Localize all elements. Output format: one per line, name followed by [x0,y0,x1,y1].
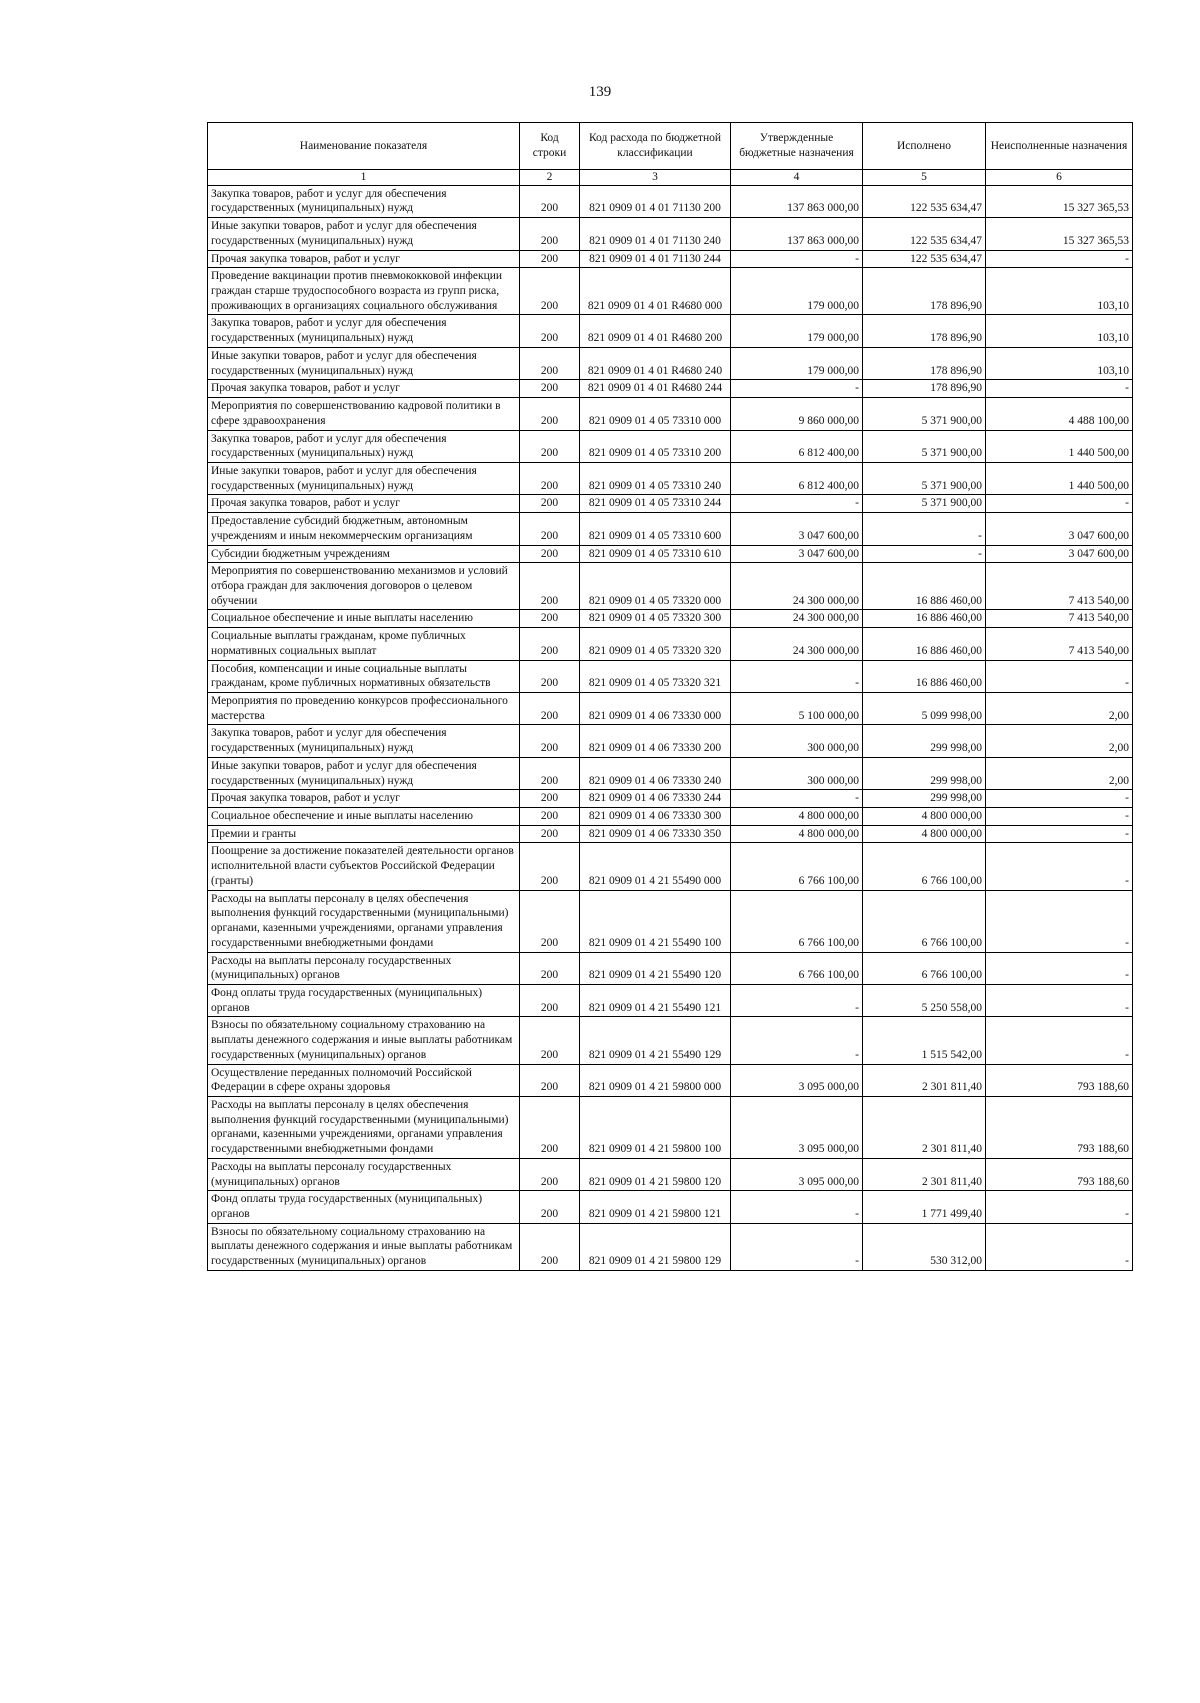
indicator-name-cell: Иные закупки товаров, работ и услуг для обеспечения государственных (муниципальных) нужд [208,462,520,494]
budget-code-cell: 821 0909 01 4 05 73320 320 [580,628,731,660]
unexecuted-amount-cell: 2,00 [986,693,1133,725]
unexecuted-amount-cell: 1 440 500,00 [986,462,1133,494]
indicator-name-cell: Прочая закупка товаров, работ и услуг [208,380,520,398]
line-code-cell: 200 [520,398,580,430]
approved-amount-cell: 24 300 000,00 [731,628,863,660]
budget-code-cell: 821 0909 01 4 21 55490 129 [580,1017,731,1064]
unexecuted-amount-cell: 1 440 500,00 [986,430,1133,462]
budget-code-cell: 821 0909 01 4 01 R4680 240 [580,347,731,379]
unexecuted-amount-cell: 103,10 [986,315,1133,347]
table-row [208,1096,1133,1158]
unexecuted-amount-cell: 7 413 540,00 [986,563,1133,610]
table-row [208,790,1133,808]
executed-amount-cell: 5 371 900,00 [863,462,986,494]
table-row [208,693,1133,725]
indicator-name-cell: Закупка товаров, работ и услуг для обеспечения государственных (муниципальных) нужд [208,430,520,462]
unexecuted-amount-cell: - [986,1191,1133,1223]
approved-amount-cell: 6 812 400,00 [731,430,863,462]
column-numbers-row [208,170,1133,186]
unexecuted-amount-cell: - [986,843,1133,890]
budget-code-cell: 821 0909 01 4 06 73330 000 [580,693,731,725]
unexecuted-amount-cell: 7 413 540,00 [986,610,1133,628]
approved-amount-cell: - [731,1191,863,1223]
approved-amount-cell: 6 812 400,00 [731,462,863,494]
indicator-name-cell: Иные закупки товаров, работ и услуг для обеспечения государственных (муниципальных) нужд [208,757,520,789]
approved-amount-cell: 3 047 600,00 [731,513,863,545]
budget-code-cell: 821 0909 01 4 21 55490 100 [580,890,731,952]
unexecuted-amount-cell: - [986,952,1133,984]
executed-amount-cell: 5 371 900,00 [863,495,986,513]
unexecuted-amount-cell: - [986,984,1133,1016]
approved-amount-cell: 6 766 100,00 [731,890,863,952]
executed-amount-cell: 1 515 542,00 [863,1017,986,1064]
line-code-cell: 200 [520,1017,580,1064]
table-row [208,185,1133,217]
table-row [208,545,1133,563]
executed-amount-cell: 5 099 998,00 [863,693,986,725]
budget-code-cell: 821 0909 01 4 01 R4680 200 [580,315,731,347]
approved-amount-cell: - [731,1017,863,1064]
unexecuted-amount-cell: - [986,1017,1133,1064]
approved-amount-cell: 300 000,00 [731,725,863,757]
table-row [208,890,1133,952]
approved-amount-cell: 137 863 000,00 [731,218,863,250]
table-row [208,1191,1133,1223]
approved-amount-cell: 137 863 000,00 [731,185,863,217]
indicator-name-cell: Расходы на выплаты персоналу государственных (муниципальных) органов [208,952,520,984]
line-code-cell: 200 [520,660,580,692]
executed-amount-cell: 6 766 100,00 [863,952,986,984]
line-code-cell: 200 [520,315,580,347]
budget-code-cell: 821 0909 01 4 21 59800 100 [580,1096,731,1158]
line-code-cell: 200 [520,1191,580,1223]
indicator-name-cell: Взносы по обязательному социальному страхованию на выплаты денежного содержания и иные выплаты работникам государственных (муниципальных) органов [208,1017,520,1064]
unexecuted-amount-cell: - [986,890,1133,952]
budget-code-cell: 821 0909 01 4 05 73320 300 [580,610,731,628]
table-body [208,185,1133,1270]
header-row [208,123,1133,170]
line-code-cell: 200 [520,790,580,808]
unexecuted-amount-cell: 103,10 [986,268,1133,315]
approved-amount-cell: 24 300 000,00 [731,563,863,610]
executed-amount-cell: 178 896,90 [863,315,986,347]
unexecuted-amount-cell: - [986,1223,1133,1270]
table-row [208,808,1133,826]
approved-amount-cell: - [731,1223,863,1270]
executed-amount-cell: 530 312,00 [863,1223,986,1270]
line-code-cell: 200 [520,610,580,628]
indicator-name-cell: Мероприятия по совершенствованию кадровой политики в сфере здравоохранения [208,398,520,430]
budget-code-cell: 821 0909 01 4 06 73330 240 [580,757,731,789]
line-code-cell: 200 [520,843,580,890]
line-code-cell: 200 [520,725,580,757]
executed-amount-cell: 4 800 000,00 [863,825,986,843]
table-row [208,347,1133,379]
unexecuted-amount-cell: 7 413 540,00 [986,628,1133,660]
executed-amount-cell: - [863,545,986,563]
indicator-name-cell: Расходы на выплаты персоналу в целях обеспечения выполнения функций государственными (муниципальными) органами, казенными учреждениями, органами управления государственными внебюджетными фондами [208,890,520,952]
budget-code-cell: 821 0909 01 4 05 73320 000 [580,563,731,610]
approved-amount-cell: - [731,660,863,692]
indicator-name-cell: Предоставление субсидий бюджетным, автономным учреждениям и иным некоммерческим организациям [208,513,520,545]
line-code-cell: 200 [520,693,580,725]
table-row [208,250,1133,268]
line-code-cell: 200 [520,1158,580,1190]
column-number: 4 [731,170,863,186]
executed-amount-cell: 6 766 100,00 [863,890,986,952]
indicator-name-cell: Расходы на выплаты персоналу государственных (муниципальных) органов [208,1158,520,1190]
line-code-cell: 200 [520,250,580,268]
executed-amount-cell: 1 771 499,40 [863,1191,986,1223]
line-code-cell: 200 [520,1223,580,1270]
line-code-cell: 200 [520,1064,580,1096]
unexecuted-amount-cell: 3 047 600,00 [986,545,1133,563]
header-executed: Исполнено [863,123,986,170]
budget-code-cell: 821 0909 01 4 06 73330 350 [580,825,731,843]
table-row [208,380,1133,398]
table-row [208,984,1133,1016]
indicator-name-cell: Прочая закупка товаров, работ и услуг [208,495,520,513]
budget-code-cell: 821 0909 01 4 21 59800 120 [580,1158,731,1190]
unexecuted-amount-cell: 15 327 365,53 [986,218,1133,250]
table-row [208,218,1133,250]
approved-amount-cell: 4 800 000,00 [731,825,863,843]
executed-amount-cell: 2 301 811,40 [863,1064,986,1096]
executed-amount-cell: 5 371 900,00 [863,398,986,430]
approved-amount-cell: - [731,250,863,268]
line-code-cell: 200 [520,268,580,315]
approved-amount-cell: - [731,984,863,1016]
table-row [208,430,1133,462]
approved-amount-cell: - [731,495,863,513]
line-code-cell: 200 [520,952,580,984]
budget-code-cell: 821 0909 01 4 01 R4680 000 [580,268,731,315]
approved-amount-cell: 24 300 000,00 [731,610,863,628]
unexecuted-amount-cell: 3 047 600,00 [986,513,1133,545]
executed-amount-cell: 178 896,90 [863,268,986,315]
executed-amount-cell: 299 998,00 [863,790,986,808]
unexecuted-amount-cell: - [986,808,1133,826]
table-row [208,725,1133,757]
line-code-cell: 200 [520,462,580,494]
budget-code-cell: 821 0909 01 4 21 59800 121 [580,1191,731,1223]
approved-amount-cell: 179 000,00 [731,268,863,315]
table-row [208,825,1133,843]
line-code-cell: 200 [520,808,580,826]
indicator-name-cell: Осуществление переданных полномочий Российской Федерации в сфере охраны здоровья [208,1064,520,1096]
budget-code-cell: 821 0909 01 4 21 59800 000 [580,1064,731,1096]
table-row [208,1017,1133,1064]
budget-code-cell: 821 0909 01 4 21 55490 000 [580,843,731,890]
executed-amount-cell: 299 998,00 [863,757,986,789]
line-code-cell: 200 [520,984,580,1016]
indicator-name-cell: Иные закупки товаров, работ и услуг для обеспечения государственных (муниципальных) нужд [208,347,520,379]
indicator-name-cell: Социальное обеспечение и иные выплаты населению [208,610,520,628]
header-approved: Утвержденные бюджетные назначения [731,123,863,170]
indicator-name-cell: Мероприятия по проведению конкурсов профессионального мастерства [208,693,520,725]
table-row [208,1223,1133,1270]
table-row [208,757,1133,789]
indicator-name-cell: Социальные выплаты гражданам, кроме публичных нормативных социальных выплат [208,628,520,660]
executed-amount-cell: 178 896,90 [863,347,986,379]
budget-code-cell: 821 0909 01 4 05 73310 600 [580,513,731,545]
table-row [208,462,1133,494]
unexecuted-amount-cell: 793 188,60 [986,1064,1133,1096]
executed-amount-cell: 16 886 460,00 [863,610,986,628]
unexecuted-amount-cell: - [986,380,1133,398]
indicator-name-cell: Взносы по обязательному социальному страхованию на выплаты денежного содержания и иные выплаты работникам государственных (муниципальных) органов [208,1223,520,1270]
indicator-name-cell: Субсидии бюджетным учреждениям [208,545,520,563]
indicator-name-cell: Фонд оплаты труда государственных (муниципальных) органов [208,1191,520,1223]
indicator-name-cell: Закупка товаров, работ и услуг для обеспечения государственных (муниципальных) нужд [208,315,520,347]
table-row [208,628,1133,660]
indicator-name-cell: Иные закупки товаров, работ и услуг для обеспечения государственных (муниципальных) нужд [208,218,520,250]
line-code-cell: 200 [520,563,580,610]
table-row [208,315,1133,347]
executed-amount-cell: 2 301 811,40 [863,1096,986,1158]
budget-code-cell: 821 0909 01 4 05 73310 244 [580,495,731,513]
budget-code-cell: 821 0909 01 4 01 R4680 244 [580,380,731,398]
column-number: 1 [208,170,520,186]
table-row [208,1158,1133,1190]
approved-amount-cell: 6 766 100,00 [731,952,863,984]
executed-amount-cell: 16 886 460,00 [863,628,986,660]
table-row [208,398,1133,430]
line-code-cell: 200 [520,185,580,217]
indicator-name-cell: Социальное обеспечение и иные выплаты населению [208,808,520,826]
approved-amount-cell: 5 100 000,00 [731,693,863,725]
indicator-name-cell: Закупка товаров, работ и услуг для обеспечения государственных (муниципальных) нужд [208,185,520,217]
budget-code-cell: 821 0909 01 4 06 73330 300 [580,808,731,826]
executed-amount-cell: 178 896,90 [863,380,986,398]
header-budget-code: Код расхода по бюджетной классификации [580,123,731,170]
budget-code-cell: 821 0909 01 4 21 55490 121 [580,984,731,1016]
budget-code-cell: 821 0909 01 4 01 71130 200 [580,185,731,217]
approved-amount-cell: 3 095 000,00 [731,1064,863,1096]
line-code-cell: 200 [520,545,580,563]
table-row [208,843,1133,890]
unexecuted-amount-cell: 103,10 [986,347,1133,379]
unexecuted-amount-cell: - [986,660,1133,692]
executed-amount-cell: 5 371 900,00 [863,430,986,462]
indicator-name-cell: Фонд оплаты труда государственных (муниципальных) органов [208,984,520,1016]
indicator-name-cell: Премии и гранты [208,825,520,843]
line-code-cell: 200 [520,513,580,545]
budget-code-cell: 821 0909 01 4 05 73310 240 [580,462,731,494]
unexecuted-amount-cell: 15 327 365,53 [986,185,1133,217]
budget-code-cell: 821 0909 01 4 06 73330 244 [580,790,731,808]
indicator-name-cell: Расходы на выплаты персоналу в целях обеспечения выполнения функций государственными (муниципальными) органами, казенными учреждениями, органами управления государственными внебюджетными фондами [208,1096,520,1158]
approved-amount-cell: 4 800 000,00 [731,808,863,826]
column-number: 3 [580,170,731,186]
budget-code-cell: 821 0909 01 4 21 59800 129 [580,1223,731,1270]
line-code-cell: 200 [520,430,580,462]
line-code-cell: 200 [520,757,580,789]
budget-code-cell: 821 0909 01 4 05 73320 321 [580,660,731,692]
budget-code-cell: 821 0909 01 4 06 73330 200 [580,725,731,757]
line-code-cell: 200 [520,1096,580,1158]
unexecuted-amount-cell: - [986,825,1133,843]
unexecuted-amount-cell: 2,00 [986,725,1133,757]
approved-amount-cell: 3 095 000,00 [731,1096,863,1158]
indicator-name-cell: Поощрение за достижение показателей деятельности органов исполнительной власти субъектов Российской Федерации (гранты) [208,843,520,890]
header-line-code: Код строки [520,123,580,170]
unexecuted-amount-cell: 4 488 100,00 [986,398,1133,430]
budget-execution-table [207,122,1133,1271]
table-row [208,495,1133,513]
indicator-name-cell: Пособия, компенсации и иные социальные выплаты гражданам, кроме публичных нормативных обязательств [208,660,520,692]
budget-code-cell: 821 0909 01 4 01 71130 244 [580,250,731,268]
line-code-cell: 200 [520,380,580,398]
executed-amount-cell: - [863,513,986,545]
executed-amount-cell: 16 886 460,00 [863,660,986,692]
table-row [208,268,1133,315]
line-code-cell: 200 [520,218,580,250]
indicator-name-cell: Мероприятия по совершенствованию механизмов и условий отбора граждан для заключения договоров о целевом обучении [208,563,520,610]
executed-amount-cell: 122 535 634,47 [863,185,986,217]
executed-amount-cell: 6 766 100,00 [863,843,986,890]
executed-amount-cell: 5 250 558,00 [863,984,986,1016]
executed-amount-cell: 2 301 811,40 [863,1158,986,1190]
line-code-cell: 200 [520,825,580,843]
page-number: 139 [588,84,612,100]
column-number: 5 [863,170,986,186]
executed-amount-cell: 122 535 634,47 [863,218,986,250]
unexecuted-amount-cell: 793 188,60 [986,1096,1133,1158]
approved-amount-cell: 3 047 600,00 [731,545,863,563]
line-code-cell: 200 [520,628,580,660]
line-code-cell: 200 [520,347,580,379]
table-row [208,952,1133,984]
line-code-cell: 200 [520,495,580,513]
indicator-name-cell: Проведение вакцинации против пневмококковой инфекции граждан старше трудоспособного возраста из групп риска, проживающих в организациях социального обслуживания [208,268,520,315]
table-row [208,1064,1133,1096]
approved-amount-cell: 6 766 100,00 [731,843,863,890]
budget-code-cell: 821 0909 01 4 05 73310 200 [580,430,731,462]
approved-amount-cell: 300 000,00 [731,757,863,789]
executed-amount-cell: 4 800 000,00 [863,808,986,826]
executed-amount-cell: 299 998,00 [863,725,986,757]
indicator-name-cell: Прочая закупка товаров, работ и услуг [208,790,520,808]
budget-code-cell: 821 0909 01 4 05 73310 000 [580,398,731,430]
unexecuted-amount-cell: - [986,790,1133,808]
table-row [208,610,1133,628]
unexecuted-amount-cell: - [986,250,1133,268]
approved-amount-cell: - [731,790,863,808]
column-number: 2 [520,170,580,186]
executed-amount-cell: 16 886 460,00 [863,563,986,610]
table-row [208,660,1133,692]
header-unexecuted: Неисполненные назначения [986,123,1133,170]
budget-code-cell: 821 0909 01 4 05 73310 610 [580,545,731,563]
column-number: 6 [986,170,1133,186]
approved-amount-cell: 3 095 000,00 [731,1158,863,1190]
approved-amount-cell: 179 000,00 [731,347,863,379]
approved-amount-cell: 9 860 000,00 [731,398,863,430]
approved-amount-cell: - [731,380,863,398]
approved-amount-cell: 179 000,00 [731,315,863,347]
indicator-name-cell: Прочая закупка товаров, работ и услуг [208,250,520,268]
unexecuted-amount-cell: 2,00 [986,757,1133,789]
table-row [208,563,1133,610]
header-name: Наименование показателя [208,123,520,170]
budget-code-cell: 821 0909 01 4 01 71130 240 [580,218,731,250]
budget-code-cell: 821 0909 01 4 21 55490 120 [580,952,731,984]
executed-amount-cell: 122 535 634,47 [863,250,986,268]
indicator-name-cell: Закупка товаров, работ и услуг для обеспечения государственных (муниципальных) нужд [208,725,520,757]
unexecuted-amount-cell: - [986,495,1133,513]
unexecuted-amount-cell: 793 188,60 [986,1158,1133,1190]
line-code-cell: 200 [520,890,580,952]
table-row [208,513,1133,545]
